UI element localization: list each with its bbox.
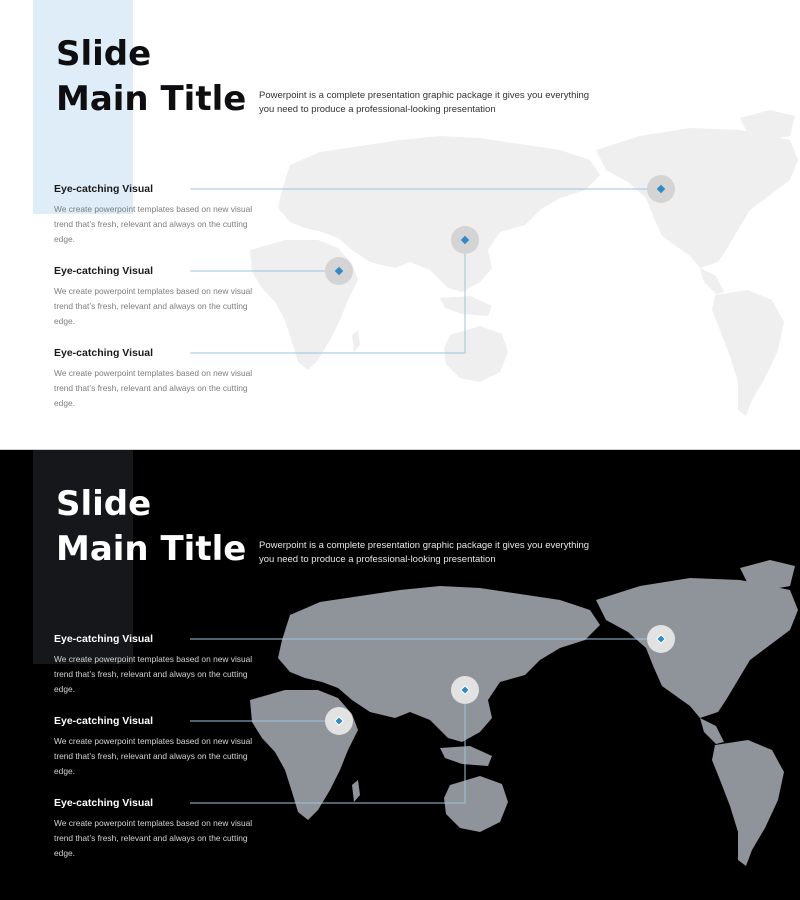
feature-item-description: We create powerpoint templates based on new visual trend that’s fresh, relevant and always on the cutting edge. (54, 654, 253, 694)
feature-item-title: Eye-catching Visual (54, 715, 154, 727)
feature-item (54, 714, 264, 779)
feature-item (54, 632, 264, 697)
feature-item (54, 796, 264, 861)
title-line-1: Slide (56, 484, 152, 524)
feature-item-description: We create powerpoint templates based on new visual trend that’s fresh, relevant and always on the cutting edge. (54, 286, 253, 326)
slide-subtitle: Powerpoint is a complete presentation graphic package it gives you everything you need to produce a professional-looking presentation (259, 90, 590, 115)
feature-item-description: We create powerpoint templates based on new visual trend that’s fresh, relevant and always on the cutting edge. (54, 818, 253, 858)
feature-item-title: Eye-catching Visual (54, 797, 154, 809)
location-marker-icon (647, 625, 675, 653)
location-marker-icon (451, 226, 479, 254)
feature-item-title: Eye-catching Visual (54, 633, 154, 645)
slide-main-title (56, 32, 246, 122)
feature-item (54, 346, 264, 411)
feature-item-description: We create powerpoint templates based on new visual trend that’s fresh, relevant and always on the cutting edge. (54, 368, 253, 408)
title-line-2: Main Title (56, 529, 247, 569)
feature-item-title: Eye-catching Visual (54, 183, 154, 195)
feature-item-title: Eye-catching Visual (54, 265, 154, 277)
location-marker-icon (647, 175, 675, 203)
location-marker-icon (451, 676, 479, 704)
slide-subtitle: Powerpoint is a complete presentation graphic package it gives you everything you need to produce a professional-looking presentation (259, 540, 590, 565)
title-line-1: Slide (56, 34, 152, 74)
feature-item-title: Eye-catching Visual (54, 347, 154, 359)
location-marker-icon (325, 707, 353, 735)
feature-item-description: We create powerpoint templates based on new visual trend that’s fresh, relevant and always on the cutting edge. (54, 204, 253, 244)
feature-item-description: We create powerpoint templates based on new visual trend that’s fresh, relevant and always on the cutting edge. (54, 736, 253, 776)
feature-item (54, 182, 264, 247)
slide-main-title (56, 482, 246, 572)
location-marker-icon (325, 257, 353, 285)
title-line-2: Main Title (56, 79, 247, 119)
feature-item (54, 264, 264, 329)
slide-dark (0, 450, 800, 900)
